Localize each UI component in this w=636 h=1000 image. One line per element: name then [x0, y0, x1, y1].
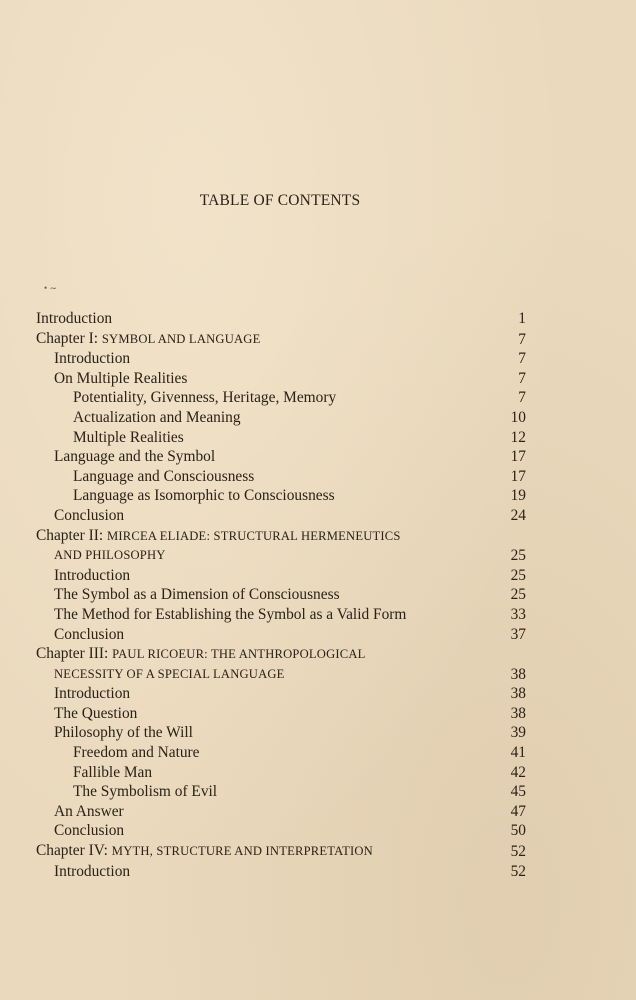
toc-entry	[36, 506, 526, 526]
entry-text: The Question	[54, 704, 138, 722]
entry-text: Language and the Symbol	[54, 448, 216, 466]
toc-entry-title	[54, 369, 486, 389]
toc-entry-title	[36, 309, 486, 329]
toc-entry	[36, 684, 526, 704]
toc-entry-title	[54, 605, 486, 625]
chapter-title-continuation: NECESSITY OF A SPECIAL LANGUAGE	[54, 666, 285, 681]
toc-entry-title	[73, 467, 486, 487]
toc-entry-title	[54, 862, 486, 882]
page-number: 52	[510, 843, 526, 861]
toc-entry	[36, 369, 526, 389]
page-number: 47	[510, 802, 526, 820]
toc-entry	[36, 782, 526, 802]
entry-text: The Method for Establishing the Symbol as a Valid Form	[54, 605, 407, 623]
toc-entry	[36, 743, 526, 763]
toc-entry-title	[54, 447, 486, 467]
page-number: 10	[510, 408, 526, 426]
page-number: 25	[510, 586, 526, 604]
toc-entry	[36, 309, 526, 329]
toc-entry	[36, 486, 526, 506]
entry-text: Conclusion	[54, 625, 125, 643]
page-number: 7	[518, 330, 526, 348]
table-of-contents	[36, 309, 526, 881]
entry-text: Conclusion	[54, 506, 125, 524]
entry-text: Introduction	[36, 310, 113, 327]
entry-text: Introduction	[54, 566, 131, 584]
toc-entry-continuation	[36, 546, 526, 566]
toc-entry-title	[73, 388, 486, 408]
toc-entry	[36, 329, 526, 350]
toc-entry-title	[54, 704, 486, 724]
toc-entry	[36, 408, 526, 428]
toc-entry-title	[73, 408, 486, 428]
entry-text: The Symbol as a Dimension of Consciousness	[54, 586, 340, 604]
toc-entry	[36, 349, 526, 369]
entry-text: Philosophy of the Will	[54, 724, 193, 742]
page-number: 1	[518, 310, 526, 327]
page-number: 12	[510, 428, 526, 446]
entry-text: The Symbolism of Evil	[73, 783, 218, 801]
toc-entry-title	[73, 782, 486, 802]
chapter-number: Chapter III:	[36, 645, 113, 663]
paper-speck: • ∼	[44, 283, 57, 293]
page-number: 38	[510, 685, 526, 703]
page-number: 41	[510, 744, 526, 762]
entry-text: Fallible Man	[73, 763, 153, 781]
entry-text: Introduction	[54, 350, 131, 368]
page-number: 37	[510, 625, 526, 643]
toc-entry	[36, 841, 526, 862]
toc-entry-title	[54, 349, 486, 369]
entry-text: An Answer	[54, 802, 124, 820]
page-number: 17	[510, 448, 526, 466]
toc-entry-title	[73, 743, 486, 763]
toc-entry-title	[36, 841, 486, 862]
toc-entry	[36, 388, 526, 408]
toc-entry	[36, 625, 526, 645]
toc-entry	[36, 644, 526, 665]
toc-entry	[36, 428, 526, 448]
page-number: 42	[510, 763, 526, 781]
toc-entry-title	[54, 821, 486, 841]
toc-entry	[36, 821, 526, 841]
toc-entry-continuation	[36, 665, 526, 685]
toc-entry-title	[54, 585, 486, 605]
page-number: 19	[510, 487, 526, 505]
page-number: 7	[518, 389, 526, 407]
chapter-title-continuation: AND PHILOSOPHY	[54, 548, 166, 563]
entry-text: On Multiple Realities	[54, 369, 188, 387]
chapter-number: Chapter IV:	[36, 842, 112, 860]
chapter-title: PAUL RICOEUR: THE ANTHROPOLOGICAL	[112, 647, 366, 662]
entry-text: Multiple Realities	[73, 428, 184, 446]
page-number: 50	[510, 822, 526, 840]
toc-entry-title	[36, 329, 486, 350]
toc-entry	[36, 526, 526, 547]
toc-entry-title	[54, 723, 486, 743]
toc-entry-title	[36, 526, 486, 547]
toc-entry-title	[36, 644, 486, 665]
toc-entry	[36, 585, 526, 605]
entry-text: Potentiality, Givenness, Heritage, Memory	[73, 389, 337, 407]
toc-entry-title	[73, 428, 486, 448]
page-number: 25	[510, 547, 526, 565]
page-number: 7	[518, 350, 526, 368]
toc-entry	[36, 704, 526, 724]
page-number: 25	[510, 566, 526, 584]
page-number: 24	[510, 506, 526, 524]
entry-text: Actualization and Meaning	[73, 408, 241, 426]
toc-entry	[36, 447, 526, 467]
chapter-number: Chapter I:	[36, 329, 102, 347]
entry-text: Introduction	[54, 685, 131, 703]
toc-entry-title	[54, 506, 486, 526]
toc-entry	[36, 566, 526, 586]
page-number: 38	[510, 704, 526, 722]
page-number: 38	[510, 665, 526, 683]
toc-entry	[36, 467, 526, 487]
page-number: 7	[518, 369, 526, 387]
chapter-title: MIRCEA ELIADE: STRUCTURAL HERMENEUTICS	[106, 528, 401, 543]
toc-entry-title	[54, 684, 486, 704]
entry-text: Freedom and Nature	[73, 744, 200, 762]
entry-text: Introduction	[54, 862, 131, 880]
toc-entry	[36, 723, 526, 743]
toc-entry-title	[54, 625, 486, 645]
entry-text: Language and Consciousness	[73, 467, 255, 485]
entry-text: Language as Isomorphic to Consciousness	[73, 487, 335, 505]
chapter-number: Chapter II:	[36, 526, 107, 544]
chapter-title: SYMBOL AND LANGUAGE	[101, 331, 261, 346]
toc-entry	[36, 802, 526, 822]
page-title: TABLE OF CONTENTS	[199, 192, 361, 209]
page-number: 17	[510, 467, 526, 485]
page-number: 52	[510, 862, 526, 880]
page-number: 39	[510, 724, 526, 742]
toc-entry-title	[54, 802, 486, 822]
toc-entry-title	[54, 566, 486, 586]
toc-entry	[36, 763, 526, 783]
toc-entry	[36, 605, 526, 625]
page-number: 45	[510, 783, 526, 801]
toc-entry-title	[73, 763, 486, 783]
page-number: 33	[510, 605, 526, 623]
chapter-title: MYTH, STRUCTURE AND INTERPRETATION	[111, 844, 373, 859]
toc-entry-title	[73, 486, 486, 506]
entry-text: Conclusion	[54, 822, 125, 840]
toc-entry	[36, 862, 526, 882]
